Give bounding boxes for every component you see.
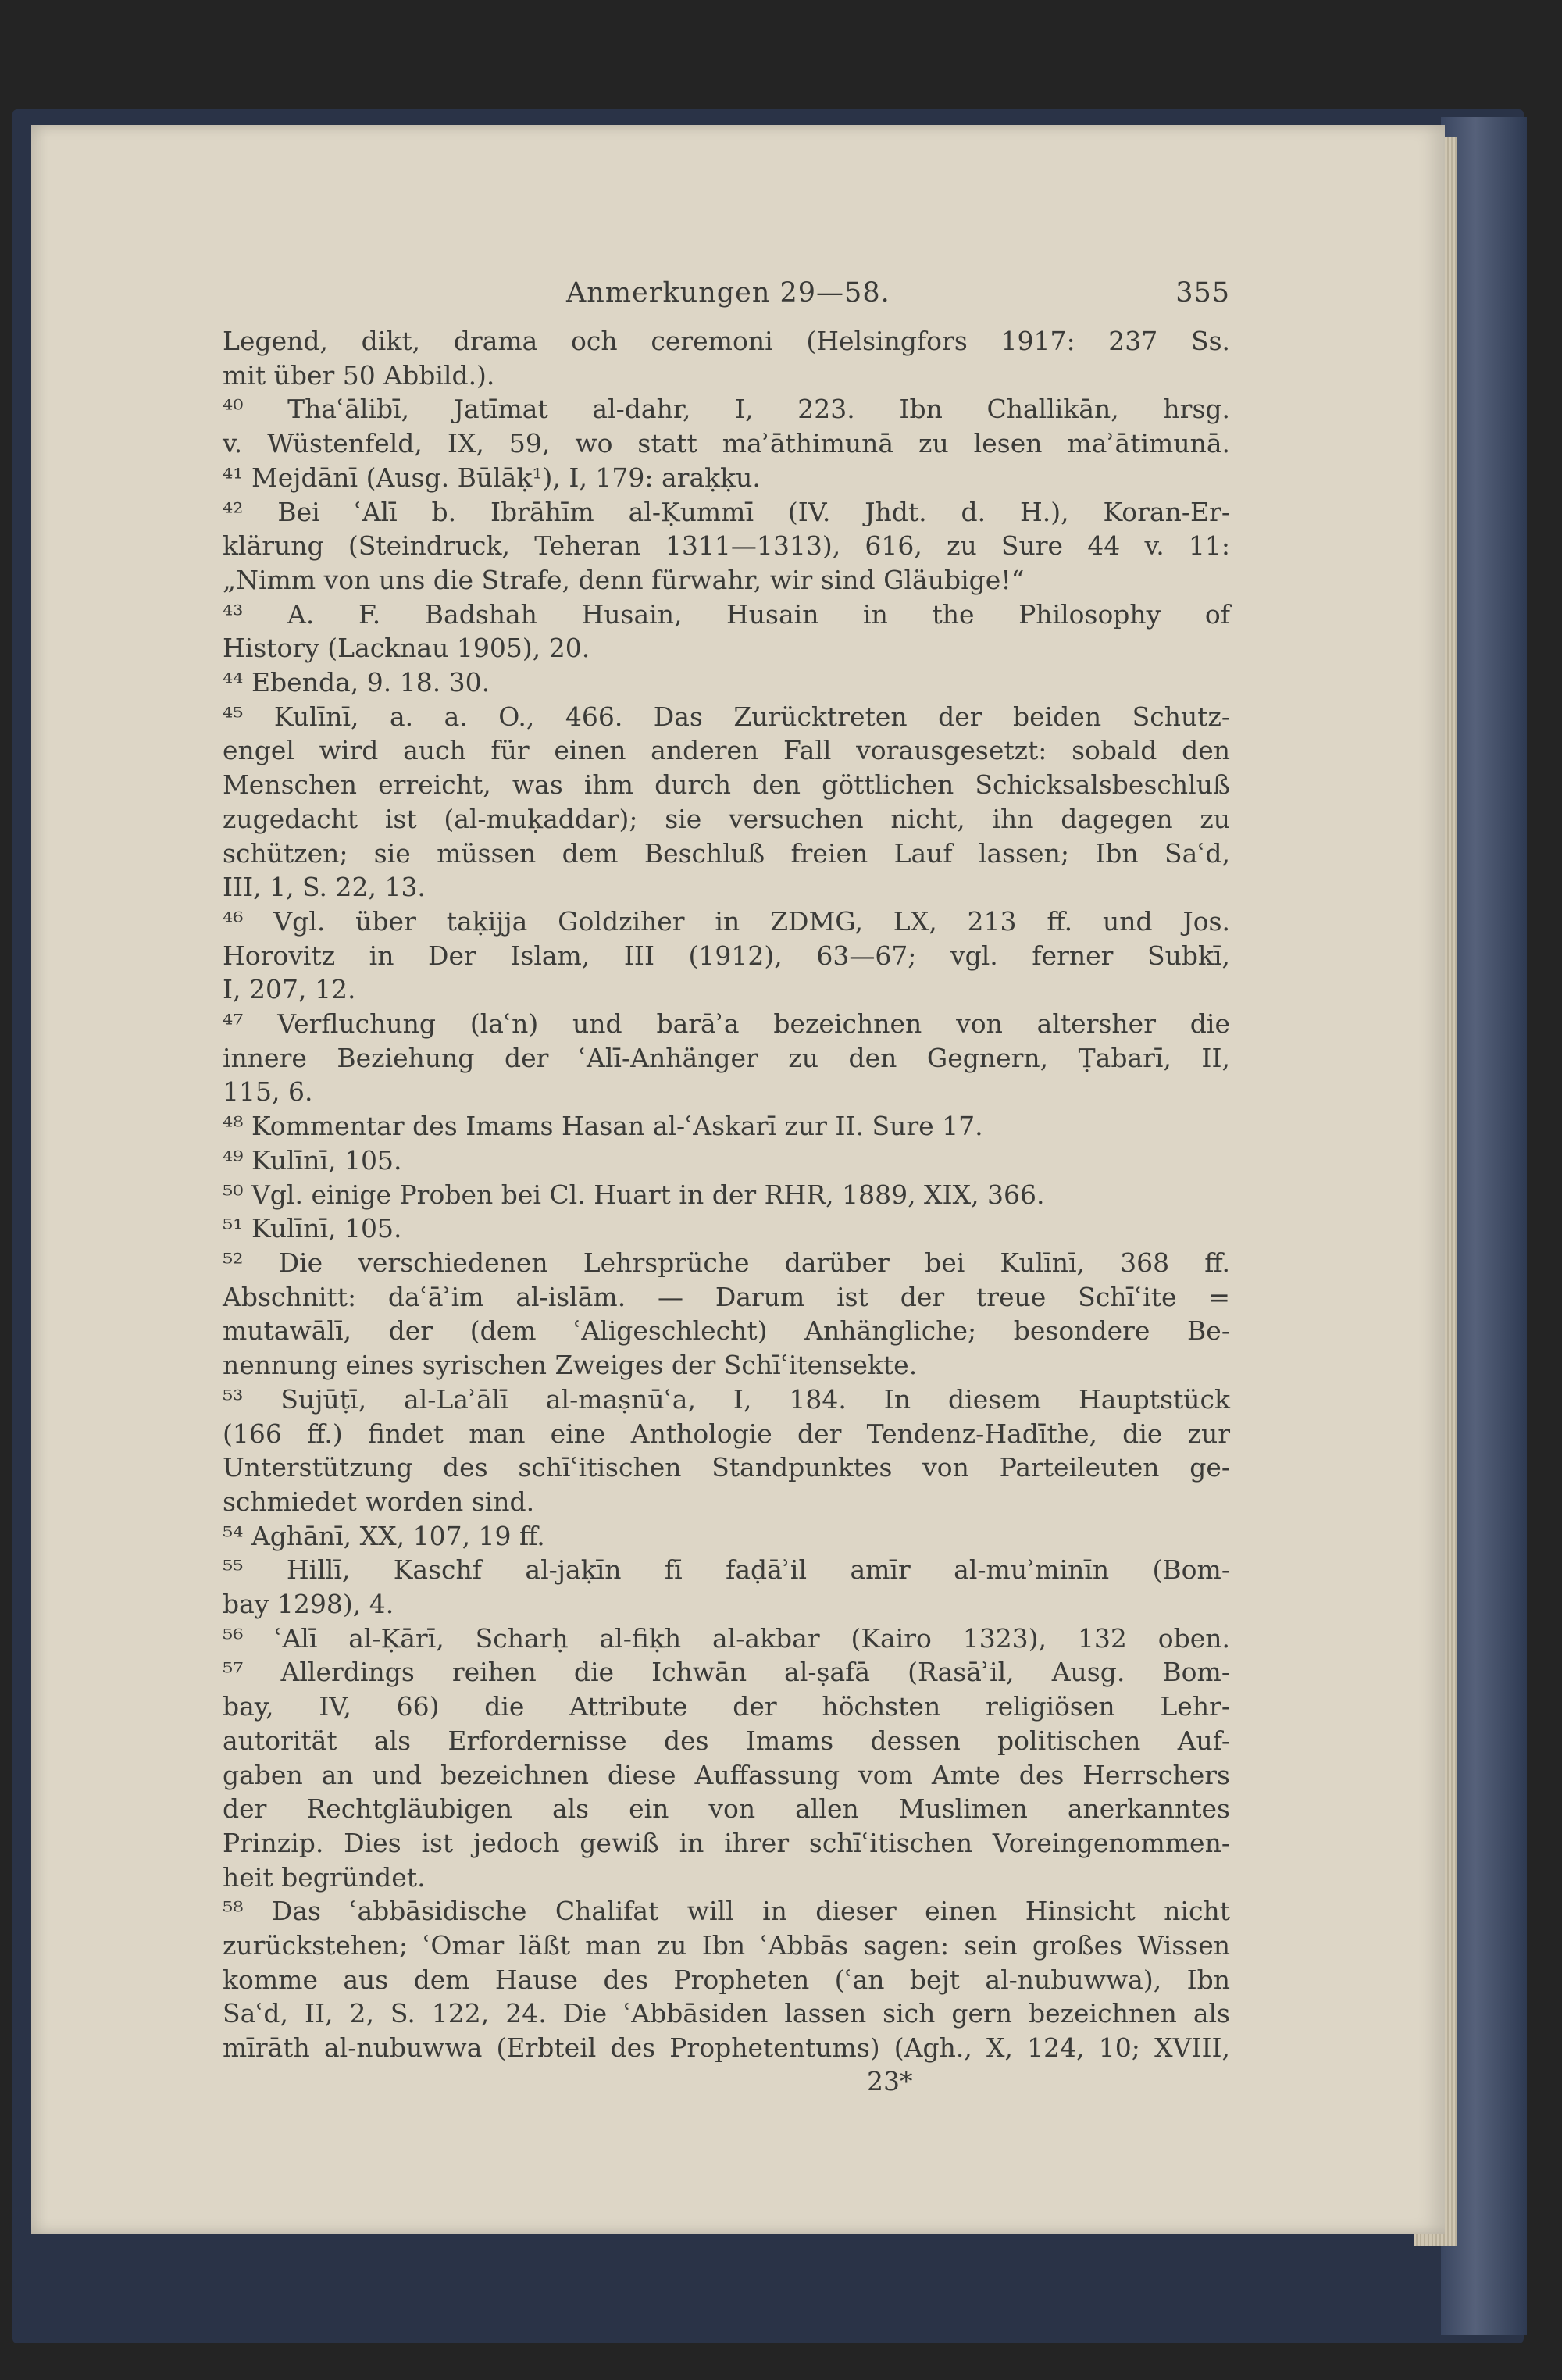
text-line: ⁵⁶ ʿAlī al-Ḳārī, Scharḥ al-fiḳh al-akbar (Kairo 1323), 132 oben. (223, 1622, 1230, 1654)
text-line: komme aus dem Hause des Propheten (ʿan bejt al-nubuwwa), Ibn (223, 1964, 1230, 1995)
text-line: ⁵³ Sujūṭī, al-Laʾālī al-maṣnūʿa, I, 184. In diesem Hauptstück (223, 1383, 1230, 1415)
text-line: mit über 50 Abbild.). (223, 359, 495, 391)
text-line: Unterstützung des schīʿitischen Standpunktes von Parteileuten ge- (223, 1452, 1230, 1483)
text-line: klärung (Steindruck, Teheran 1311—1313), 616, zu Sure 44 v. 11: (223, 530, 1230, 562)
notes-body (223, 324, 1230, 2065)
text-line: ⁴¹ Mejdānī (Ausg. Būlāḳ¹), I, 179: araḳḳu. (223, 462, 761, 493)
text-line: I, 207, 12. (223, 974, 356, 1005)
text-line: zugedacht ist (al-muḳaddar); sie versuchen nicht, ihn dagegen zu (223, 803, 1230, 834)
text-line: Prinzip. Dies ist jedoch gewiß in ihrer schīʿitischen Voreingenommen- (223, 1827, 1230, 1858)
text-line: mutawālī, der (dem ʿAligeschlecht) Anhängliche; besondere Be- (223, 1315, 1230, 1347)
text-line: zurückstehen; ʿOmar läßt man zu Ibn ʿAbbās sagen: sein großes Wissen (223, 1930, 1230, 1961)
text-line: Menschen erreicht, was ihm durch den göttlichen Schicksalsbeschluß (223, 769, 1230, 801)
text-line: ⁴⁵ Kulīnī, a. a. O., 466. Das Zurücktreten der beiden Schutz- (223, 701, 1230, 732)
text-line: ⁴⁶ Vgl. über taḳijja Goldziher in ZDMG, LX, 213 ff. und Jos. (223, 905, 1230, 937)
text-line: ⁵² Die verschiedenen Lehrsprüche darüber bei Kulīnī, 368 ff. (223, 1247, 1230, 1278)
text-line: Abschnitt: daʿāʾim al-islām. — Darum ist der treue Schīʿite = (223, 1281, 1230, 1312)
text-line: ⁵⁷ Allerdings reihen die Ichwān al-ṣafā (Rasāʾil, Ausg. Bom- (223, 1657, 1230, 1688)
text-line: ⁴⁹ Kulīnī, 105. (223, 1144, 402, 1176)
text-line: bay, IV, 66) die Attribute der höchsten religiösen Lehr- (223, 1691, 1230, 1722)
signature-mark: 23* (867, 2066, 913, 2096)
text-line: ⁴⁰ Thaʿālibī, Jatīmat al-dahr, I, 223. Ibn Challikān, hrsg. (223, 394, 1230, 425)
text-line: Saʿd, II, 2, S. 122, 24. Die ʿAbbāsiden lassen sich gern bezeichnen als (223, 1998, 1230, 2029)
text-line: der Rechtgläubigen als ein von allen Muslimen anerkanntes (223, 1793, 1230, 1825)
text-line: autorität als Erfordernisse des Imams dessen politischen Auf- (223, 1725, 1230, 1756)
text-line: ⁵⁴ Aghānī, XX, 107, 19 ff. (223, 1520, 545, 1551)
book-page (31, 125, 1445, 2234)
running-head (223, 277, 1230, 324)
text-line: ⁵⁸ Das ʿabbāsidische Chalifat will in dieser einen Hinsicht nicht (223, 1896, 1230, 1927)
text-line: v. Wüstenfeld, IX, 59, wo statt maʾāthimunā zu lesen maʾātimunā. (223, 428, 1230, 459)
text-line: ⁴⁸ Kommentar des Imams Hasan al-ʿAskarī zur II. Sure 17. (223, 1111, 983, 1142)
text-line: ⁵⁵ Hillī, Kaschf al-jaḳīn fī faḍāʾil amīr al-muʾminīn (Bom- (223, 1554, 1230, 1586)
text-line: ⁴⁷ Verfluchung (laʿn) und barāʾa bezeichnen von altersher die (223, 1008, 1230, 1040)
text-line: heit begründet. (223, 1861, 426, 1893)
text-line: 115, 6. (223, 1076, 313, 1108)
text-line: mīrāth al-nubuwwa (Erbteil des Prophetentums) (Agh., X, 124, 10; XVIII, (223, 2032, 1230, 2064)
text-line: engel wird auch für einen anderen Fall vorausgesetzt: sobald den (223, 735, 1230, 766)
running-head-title: Anmerkungen 29—58. (566, 277, 890, 309)
text-line: ⁴³ A. F. Badshah Husain, Husain in the Philosophy of (223, 598, 1230, 630)
text-line: ⁴⁴ Ebenda, 9. 18. 30. (223, 667, 490, 698)
text-block (223, 277, 1230, 2065)
text-line: History (Lacknau 1905), 20. (223, 633, 590, 664)
text-line: ⁴² Bei ʿAlī b. Ibrāhīm al-Ḳummī (IV. Jhdt. d. H.), Koran-Er- (223, 496, 1230, 527)
text-line: (166 ff.) findet man eine Anthologie der Tendenz-Hadīthe, die zur (223, 1418, 1230, 1449)
text-line: schmiedet worden sind. (223, 1486, 535, 1517)
text-line: gaben an und bezeichnen diese Auffassung vom Amte des Herrschers (223, 1759, 1230, 1790)
text-line: nennung eines syrischen Zweiges der Schīʿitensekte. (223, 1350, 918, 1381)
text-line: ⁵⁰ Vgl. einige Proben bei Cl. Huart in der RHR, 1889, XIX, 366. (223, 1179, 1045, 1210)
text-line: innere Beziehung der ʿAlī-Anhänger zu den Gegnern, Ṭabarī, II, (223, 1042, 1230, 1073)
text-line: schützen; sie müssen dem Beschluß freien Lauf lassen; Ibn Saʿd, (223, 837, 1230, 869)
text-line: ⁵¹ Kulīnī, 105. (223, 1213, 402, 1244)
text-line: III, 1, S. 22, 13. (223, 872, 426, 903)
text-line: bay 1298), 4. (223, 1589, 394, 1620)
page-number: 355 (1175, 277, 1230, 309)
text-line: „Nimm von uns die Strafe, denn fürwahr, wir sind Gläubige!“ (223, 564, 1025, 595)
text-line: Legend, dikt, drama och ceremoni (Helsingfors 1917: 237 Ss. (223, 326, 1230, 356)
text-line: Horovitz in Der Islam, III (1912), 63—67; vgl. ferner Subkī, (223, 940, 1230, 971)
